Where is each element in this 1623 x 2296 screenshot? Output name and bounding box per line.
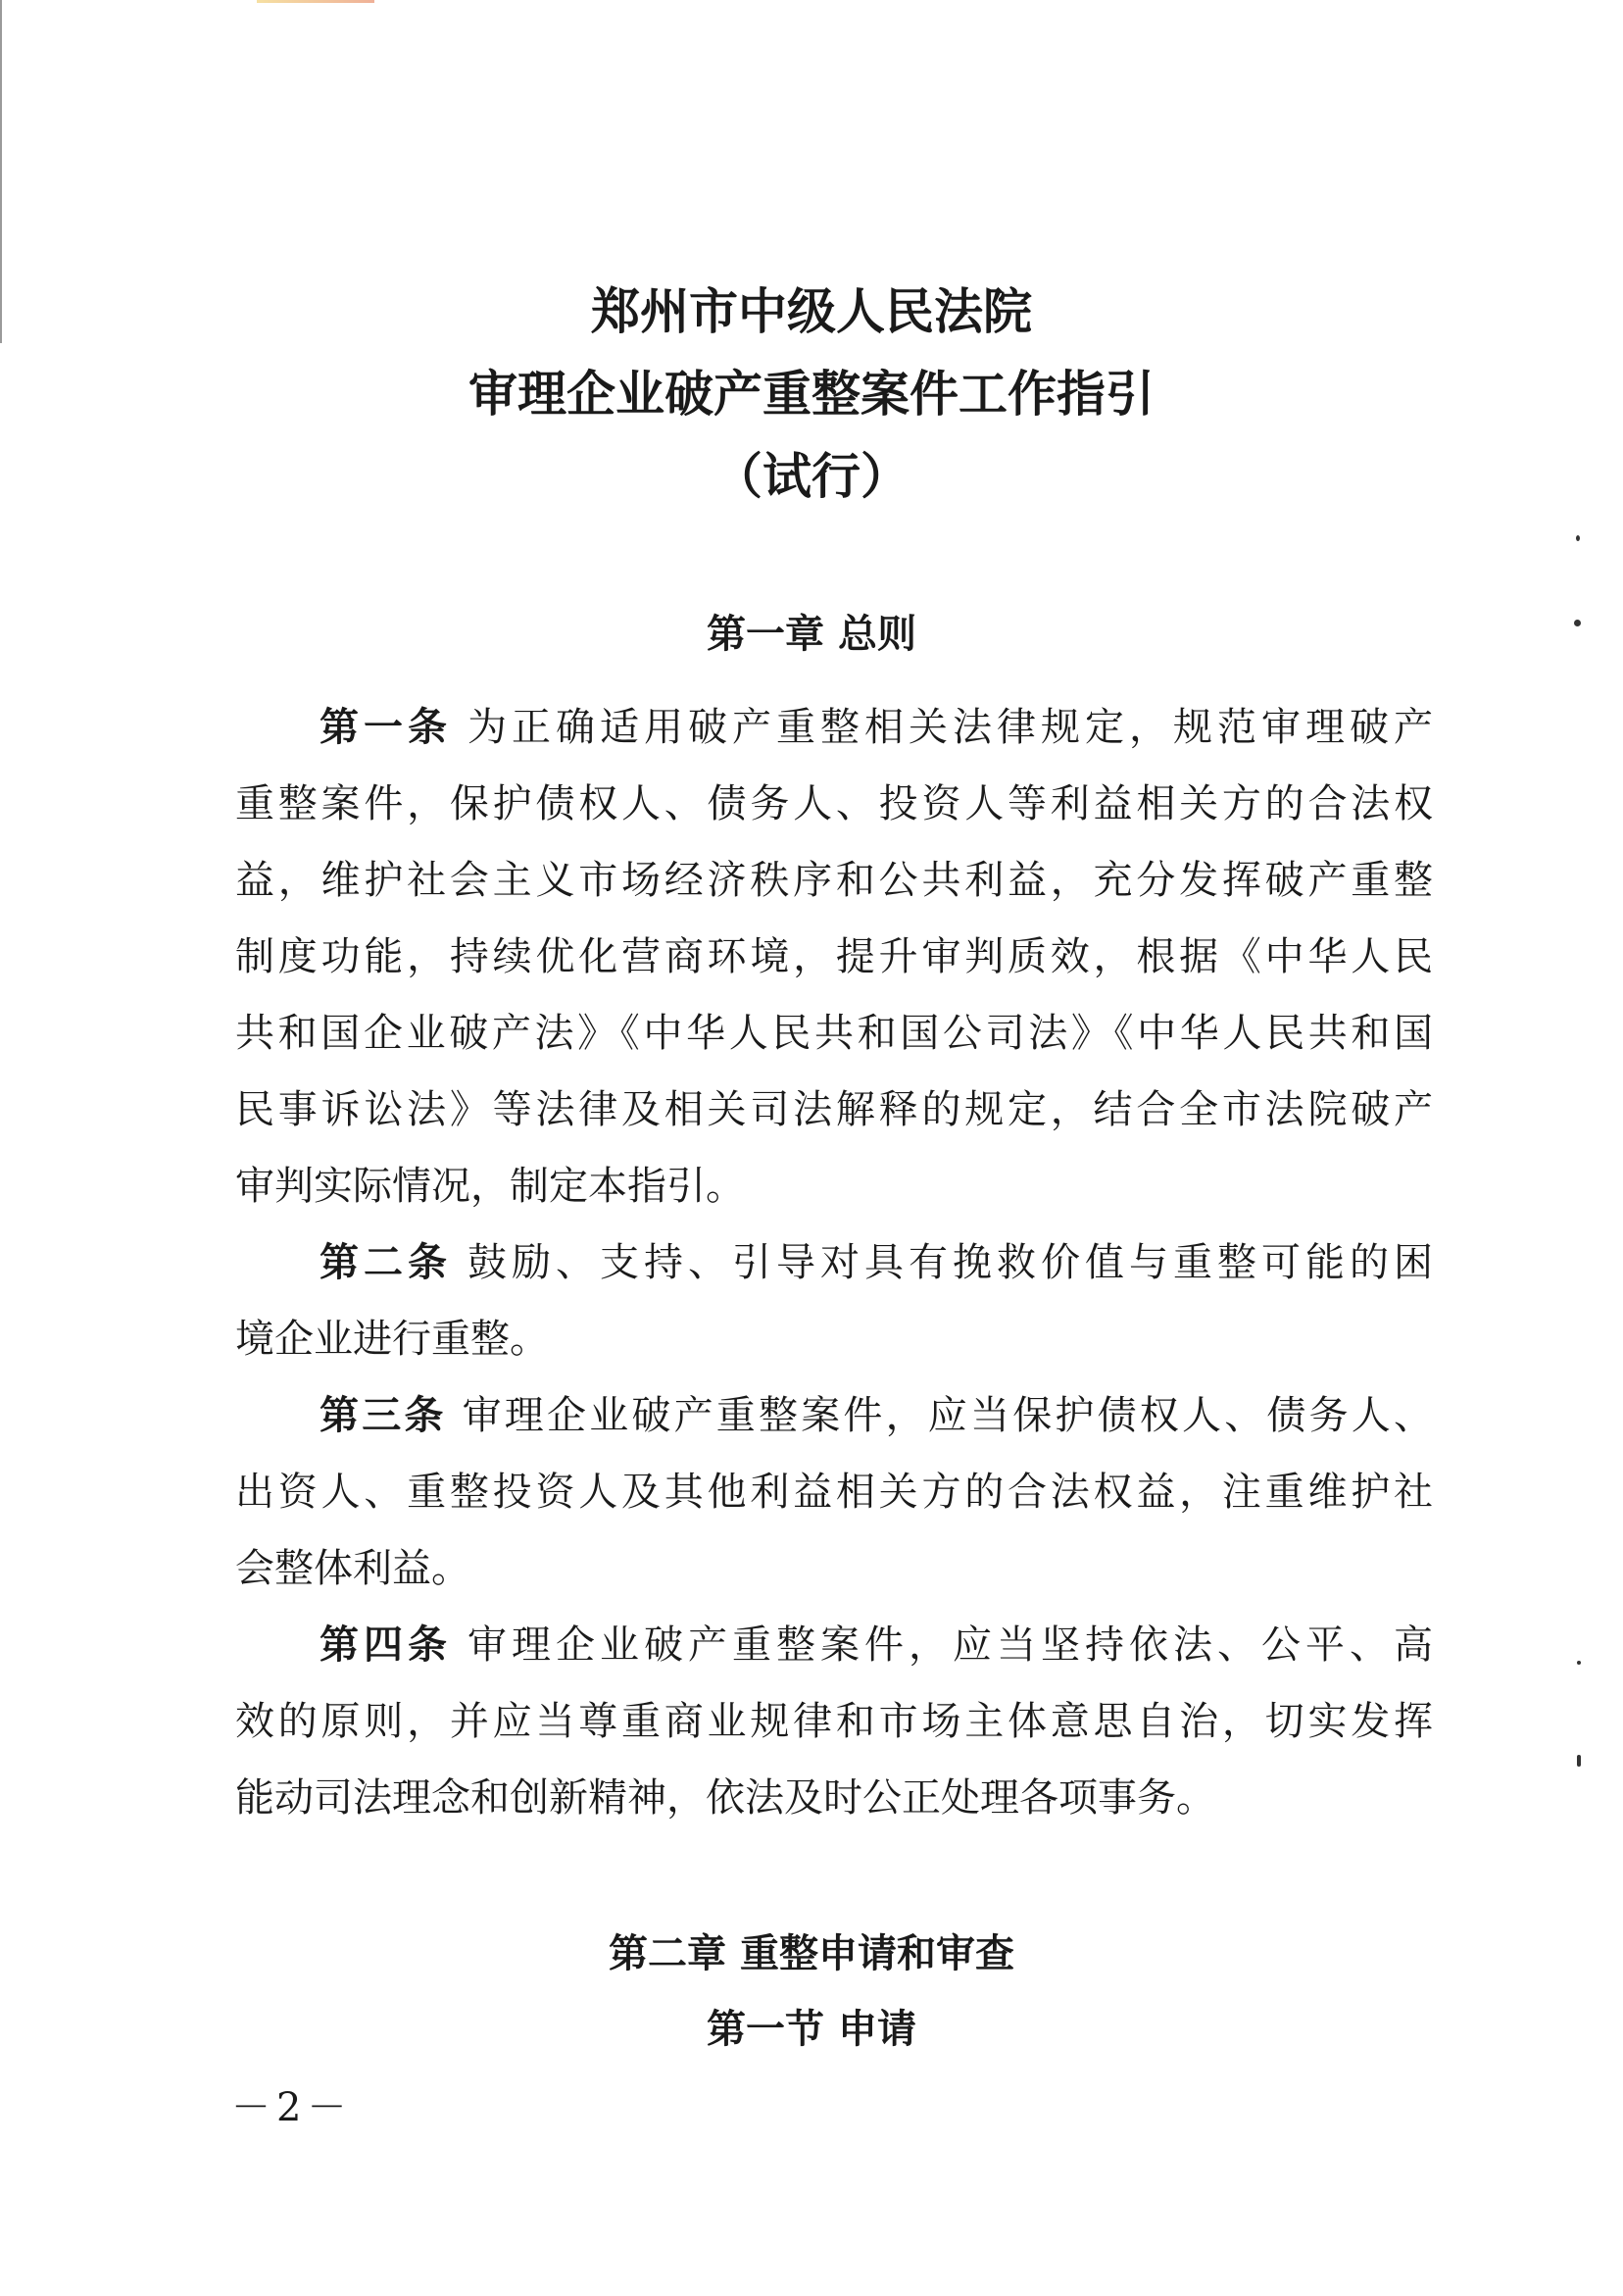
article-1-line-2: 重整案件，保护债权人、债务人、投资人等利益相关方的合法权	[235, 781, 1433, 826]
chapter-1-heading: 第一章 总则	[707, 612, 916, 657]
scan-speck	[1577, 1755, 1581, 1767]
article-3-line-3: 会整体利益。	[235, 1546, 470, 1591]
article-2-label: 第二条	[320, 1240, 452, 1285]
article-1-line-6: 民事诉讼法》等法律及相关司法解释的规定，结合全市法院破产	[235, 1087, 1433, 1132]
article-2-line-1	[320, 1233, 1433, 1292]
article-3-text: 审理企业破产重整案件，应当保护债权人、债务人、	[462, 1393, 1434, 1438]
chapter-2-heading: 第二章 重整申请和审查	[609, 1931, 1014, 1976]
document-title-line3: （试行）	[713, 447, 910, 505]
scan-top-mark	[257, 0, 374, 3]
article-1-line-3: 益，维护社会主义市场经济秩序和公共利益，充分发挥破产重整	[235, 858, 1433, 903]
page-number: －2－	[231, 2085, 353, 2130]
scan-speck	[1576, 535, 1580, 541]
article-2-text: 鼓励、支持、引导对具有挽救价值与重整可能的困	[467, 1240, 1433, 1285]
article-4-text: 审理企业破产重整案件，应当坚持依法、公平、高	[467, 1622, 1433, 1668]
article-4-label: 第四条	[320, 1622, 452, 1668]
article-3-label: 第三条	[320, 1393, 447, 1438]
document-title-line2: 审理企业破产重整案件工作指引	[468, 365, 1155, 423]
article-4-line-1	[320, 1616, 1433, 1674]
article-3-line-2: 出资人、重整投资人及其他利益相关方的合法权益，注重维护社	[235, 1470, 1433, 1515]
article-1-line-4: 制度功能，持续优化营商环境，提升审判质效，根据《中华人民	[235, 934, 1433, 979]
article-1-label: 第一条	[320, 705, 452, 750]
article-1-line-5: 共和国企业破产法》《中华人民共和国公司法》《中华人民共和国	[235, 1011, 1433, 1056]
article-3-line-1	[320, 1386, 1433, 1445]
article-1-line-7: 审判实际情况，制定本指引。	[235, 1164, 745, 1209]
article-4-line-3: 能动司法理念和创新精神，依法及时公正处理各项事务。	[235, 1775, 1215, 1821]
article-4-line-2: 效的原则，并应当尊重商业规律和市场主体意思自治，切实发挥	[235, 1699, 1433, 1744]
scan-speck	[1577, 1661, 1581, 1665]
article-1-text: 为正确适用破产重整相关法律规定，规范审理破产	[467, 705, 1433, 750]
article-2-line-2: 境企业进行重整。	[235, 1317, 549, 1362]
document-title-line1: 郑州市中级人民法院	[591, 282, 1032, 340]
article-1-line-1	[320, 698, 1433, 757]
section-1-heading: 第一节 申请	[707, 2007, 916, 2052]
